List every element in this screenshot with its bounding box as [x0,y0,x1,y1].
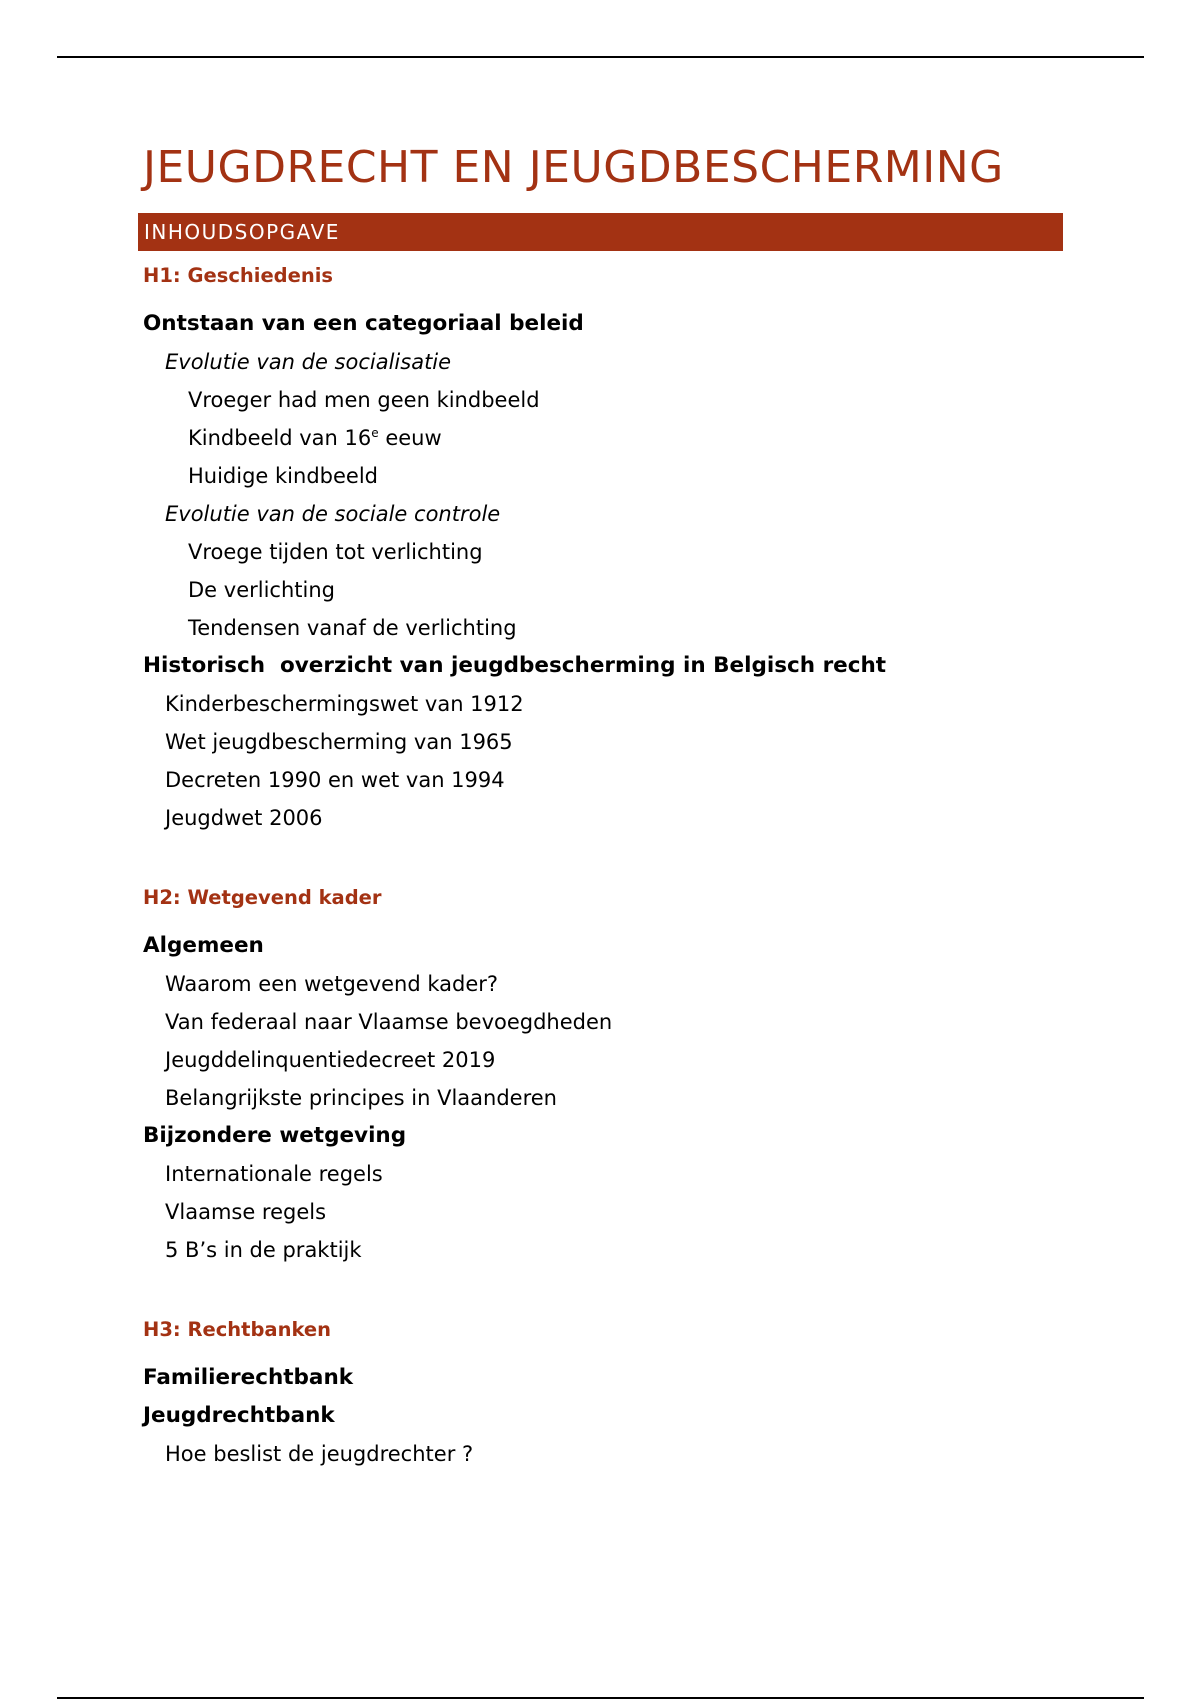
toc-subsection[interactable]: Van federaal naar Vlaamse bevoegdheden [165,1010,613,1034]
toc-item[interactable]: Huidige kindbeeld [188,464,378,488]
toc-subsection[interactable]: Kinderbeschermingswet van 1912 [165,692,524,716]
toc-section[interactable]: Ontstaan van een categoriaal beleid [143,311,584,336]
toc-subsection[interactable]: Evolutie van de socialisatie [165,350,452,374]
toc-subsection[interactable]: Waarom een wetgevend kader? [165,972,499,996]
toc-subsection[interactable]: Wet jeugdbescherming van 1965 [165,730,513,754]
toc-item-text-tail: eeuw [378,426,442,450]
toc-item-text: Kindbeeld van 16 [188,426,372,450]
document-body [143,140,1063,1473]
toc-chapter-h1[interactable]: H1: Geschiedenis [143,264,334,287]
toc-section[interactable]: Familierechtbank [143,1365,354,1390]
toc-subsection[interactable]: Hoe beslist de jeugdrechter ? [165,1442,474,1466]
toc-subsection[interactable]: Evolutie van de sociale controle [165,502,501,526]
toc-subsection[interactable]: Belangrijkste principes in Vlaanderen [165,1086,557,1110]
toc-subsection[interactable]: Vlaamse regels [165,1200,327,1224]
bottom-rule [57,1697,1144,1699]
century-superscript: e [371,426,379,440]
toc-section[interactable]: Historisch overzicht van jeugdbescherming in Belgisch recht [143,653,887,678]
toc-chapter-h2[interactable]: H2: Wetgevend kader [143,886,382,909]
toc-subsection[interactable]: Jeugddelinquentiedecreet 2019 [165,1048,496,1072]
toc-section[interactable]: Bijzondere wetgeving [143,1123,407,1148]
top-rule [57,56,1144,58]
toc-subsection[interactable]: Jeugdwet 2006 [165,806,323,830]
toc-subsection[interactable]: Decreten 1990 en wet van 1994 [165,768,505,792]
toc-chapter-h3[interactable]: H3: Rechtbanken [143,1318,332,1341]
toc-section[interactable]: Algemeen [143,933,264,958]
toc-heading: INHOUDSOPGAVE [138,213,1063,251]
toc-item[interactable]: Tendensen vanaf de verlichting [188,616,517,640]
toc-subsection[interactable]: 5 B’s in de praktijk [165,1238,362,1262]
toc-item[interactable] [143,419,1063,457]
toc-item[interactable]: Vroege tijden tot verlichting [188,540,483,564]
toc-item[interactable]: Vroeger had men geen kindbeeld [188,388,540,412]
toc-item[interactable]: De verlichting [188,578,335,602]
toc-section[interactable]: Jeugdrechtbank [143,1403,335,1428]
toc-subsection[interactable]: Internationale regels [165,1162,383,1186]
document-title: JEUGDRECHT EN JEUGDBESCHERMING [143,142,1004,193]
